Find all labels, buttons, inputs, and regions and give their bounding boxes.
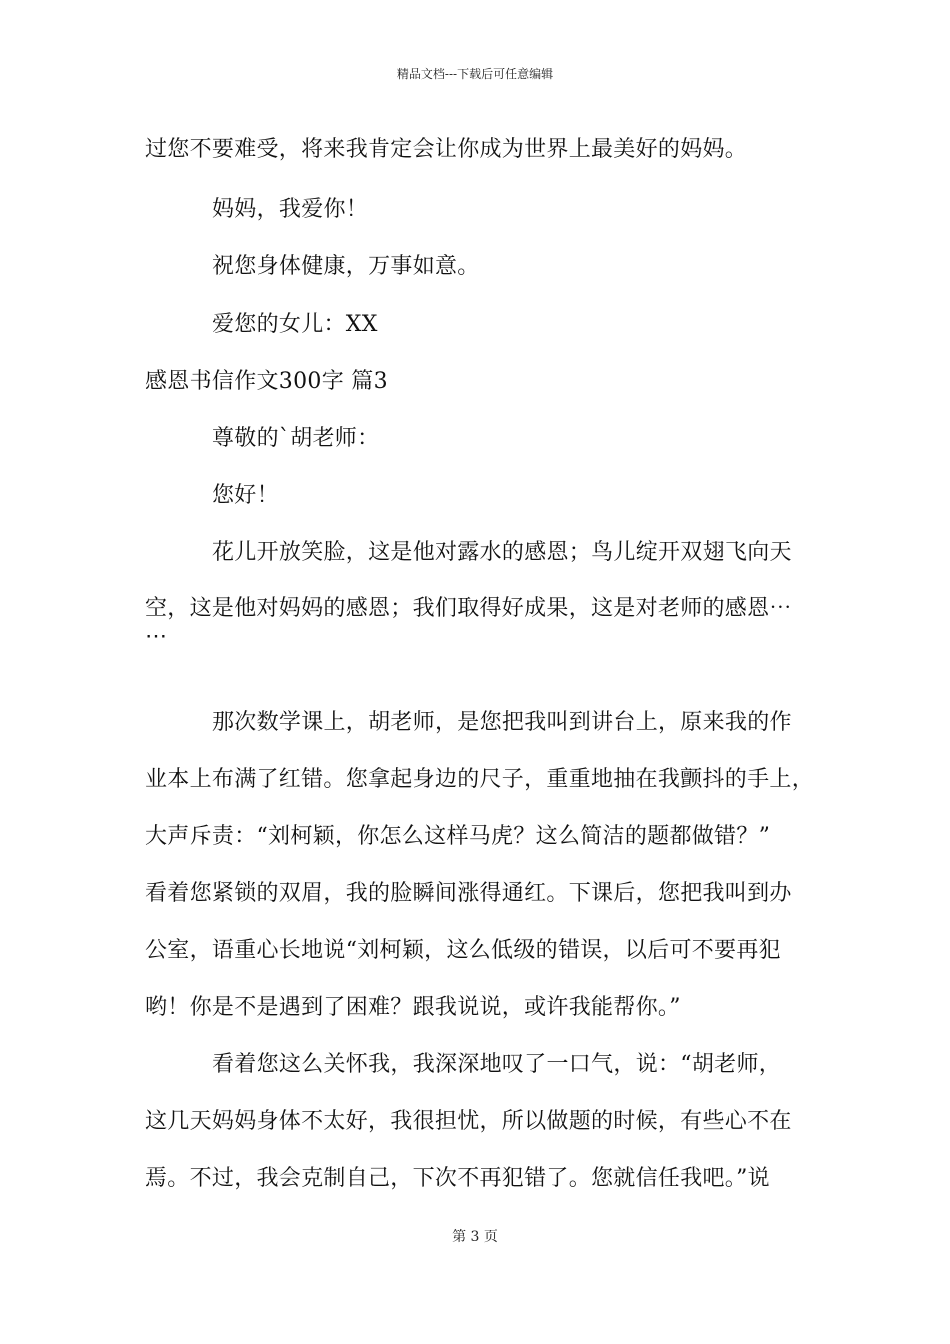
paragraph-line: 妈妈，我爱你！ — [212, 197, 369, 222]
paragraph-line: 焉。不过，我会克制自己，下次不再犯错了。您就信任我吧。”说 — [145, 1166, 770, 1191]
greeting: 您好！ — [212, 483, 279, 508]
paragraph-line: 看着您这么关怀我，我深深地叹了一口气，说：“胡老师， — [212, 1052, 782, 1077]
paragraph-line: 花儿开放笑脸，这是他对露水的感恩；鸟儿绽开双翅飞向天 — [212, 540, 792, 565]
paragraph-line: 过您不要难受，将来我肯定会让你成为世界上最美好的妈妈。 — [145, 137, 748, 162]
paragraph-line: 大声斥责：“刘柯颖，你怎么这样马虎？这么简洁的题都做错？” — [145, 824, 771, 849]
paragraph-line: 业本上布满了红错。您拿起身边的尺子，重重地抽在我颤抖的手上， — [145, 767, 815, 792]
paragraph-line: 空，这是他对妈妈的感恩；我们取得好成果，这是对老师的感恩⋯ — [145, 596, 792, 621]
page-header: 精品文档---下载后可任意编辑 — [396, 67, 554, 81]
salutation: 尊敬的`胡老师： — [212, 426, 380, 451]
paragraph-line: 这几天妈妈身体不太好，我很担忧，所以做题的时候，有些心不在 — [145, 1109, 792, 1134]
paragraph-line: 哟！你是不是遇到了困难？跟我说说，或许我能帮你。” — [145, 995, 681, 1020]
section-heading: 感恩书信作文300字 篇3 — [145, 369, 388, 394]
paragraph-line: 看着您紧锁的双眉，我的脸瞬间涨得通红。下课后，您把我叫到办 — [145, 881, 792, 906]
paragraph-line: 公室，语重心长地说“刘柯颖，这么低级的错误，以后可不要再犯 — [145, 938, 781, 963]
page-number: 第 3 页 — [452, 1229, 498, 1245]
paragraph-line: 祝您身体健康，万事如意。 — [212, 254, 480, 279]
paragraph-line: 那次数学课上，胡老师，是您把我叫到讲台上，原来我的作 — [212, 710, 792, 735]
paragraph-line: ⋯ — [145, 624, 168, 649]
paragraph-line: 爱您的女儿：XX — [212, 312, 378, 337]
